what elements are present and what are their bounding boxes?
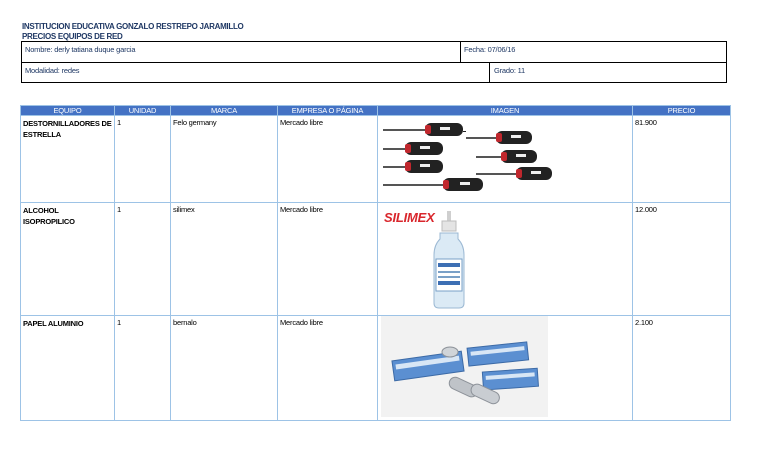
cell-unidad: 1 <box>115 203 171 316</box>
column-header-unidad: UNIDAD <box>115 106 171 116</box>
alcohol-bottle-image <box>378 203 633 313</box>
cell-unidad: 1 <box>115 116 171 203</box>
aluminum-foil-image <box>378 316 633 418</box>
document-subtitle: PRECIOS EQUIPOS DE RED <box>22 32 123 41</box>
info-divider <box>460 42 461 62</box>
column-header-precio: PRECIO <box>633 106 731 116</box>
cell-precio: 12.000 <box>633 203 731 316</box>
column-header-imagen: IMAGEN <box>378 106 633 116</box>
table-row <box>21 116 731 203</box>
cell-precio: 2.100 <box>633 316 731 421</box>
table-row <box>21 316 731 421</box>
cell-precio: 81.900 <box>633 116 731 203</box>
cell-unidad: 1 <box>115 316 171 421</box>
cell-empresa: Mercado libre <box>278 116 378 203</box>
institution-title: INSTITUCION EDUCATIVA GONZALO RESTREPO JARAMILLO <box>22 22 244 31</box>
cell-empresa: Mercado libre <box>278 203 378 316</box>
info-divider <box>489 63 490 82</box>
info-row-modality-grade <box>21 62 727 83</box>
screwdrivers-image <box>378 116 633 200</box>
cell-empresa: Mercado libre <box>278 316 378 421</box>
cell-equipo: ALCOHOL ISOPROPILICO <box>21 203 115 316</box>
info-row-name-date <box>21 41 727 63</box>
price-table <box>20 105 731 421</box>
column-header-marca: MARCA <box>171 106 278 116</box>
cell-marca: silimex <box>171 203 278 316</box>
cell-marca: bernalo <box>171 316 278 421</box>
modality-field: Modalidad: redes <box>25 66 80 75</box>
student-name: Nombre: derly tatiana duque garcia <box>25 45 136 54</box>
cell-marca: Felo germany <box>171 116 278 203</box>
cell-imagen <box>378 316 633 421</box>
cell-imagen <box>378 203 633 316</box>
silimex-logo: SILIMEX <box>384 210 435 225</box>
cell-equipo: PAPEL ALUMINIO <box>21 316 115 421</box>
cell-imagen <box>378 116 633 203</box>
table-row <box>21 203 731 316</box>
cell-equipo: DESTORNILLADORES DE ESTRELLA <box>21 116 115 203</box>
grade-field: Grado: 11 <box>494 66 525 75</box>
table-header-row <box>21 106 731 116</box>
column-header-empresa: EMPRESA O PÁGINA <box>278 106 378 116</box>
date-field: Fecha: 07/06/16 <box>464 45 516 54</box>
column-header-equipo: EQUIPO <box>21 106 115 116</box>
